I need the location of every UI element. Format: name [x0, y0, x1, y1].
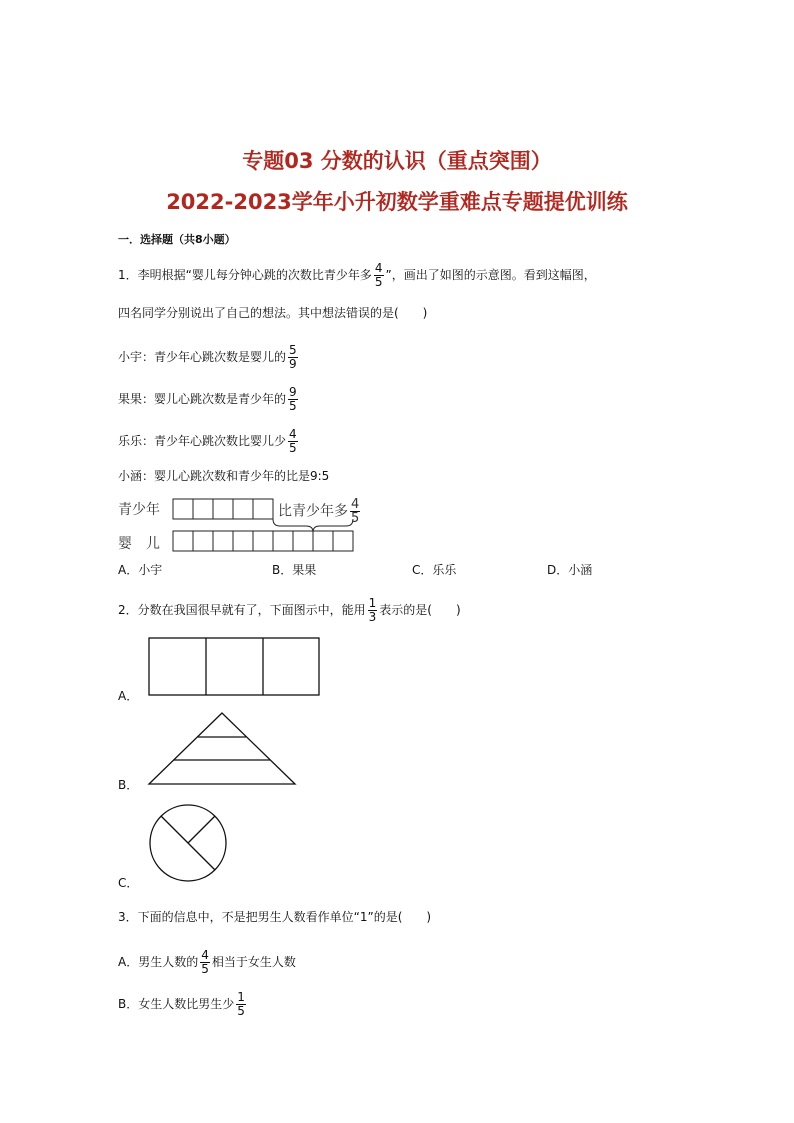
diagram-label-teen: 青少年 [118, 502, 160, 518]
q3-stem: 3．下面的信息中，不是把男生人数看作单位“1”的是( ) [118, 910, 432, 924]
brace-label: 比青少年多 $\frac{4}{5}$ [278, 497, 360, 526]
q3-option-a[interactable]: A．男生人数的 $\frac{4}{5}$ 相当于女生人数 [118, 948, 296, 976]
q1-option-b[interactable]: B．果果 [272, 563, 317, 577]
page-title: 专题03 分数的认识（重点突围） [242, 149, 552, 173]
q1-option-d[interactable]: D．小涵 [547, 563, 593, 577]
q2-option-b[interactable]: B． [118, 778, 139, 792]
q1-stem-line1: 1．李明根据“婴儿每分钟心跳的次数比青少年多 $\frac{4}{5}$ ”，画出了如图的示意图。看到这幅图， [118, 261, 596, 289]
q3-option-b[interactable]: B．女生人数比男生少 $\frac{1}{5}$ [118, 990, 245, 1018]
diagram-label-baby: 婴 儿 [118, 536, 160, 552]
q1-option-a[interactable]: A．小宇 [118, 563, 163, 577]
q1-statement-guoguo: 果果：婴儿心跳次数是青少年的 $\frac{9}{5}$ [118, 385, 297, 413]
q1-fraction: $\frac{4}{5}$ [374, 261, 383, 289]
section-heading: 一．选择题（共8小题） [118, 233, 236, 246]
q1-option-c[interactable]: C．乐乐 [412, 563, 457, 577]
page-subtitle: 2022-2023学年小升初数学重难点专题提优训练 [166, 190, 628, 214]
q1-stem-line2: 四名同学分别说出了自己的想法。其中想法错误的是( ) [118, 306, 428, 320]
q2-option-a[interactable]: A． [118, 689, 139, 703]
q1-statement-xiaohan: 小涵：婴儿心跳次数和青少年的比是9:5 [118, 469, 330, 483]
q1-statement-lele: 乐乐：青少年心跳次数比婴儿少 $\frac{4}{5}$ [118, 427, 297, 455]
q2-stem: 2．分数在我国很早就有了，下面图示中，能用 $\frac{1}{3}$ 表示的是( ) [118, 596, 461, 624]
q1-statement-xiaoyu: 小宇：青少年心跳次数是婴儿的 $\frac{5}{9}$ [118, 343, 297, 371]
q2-option-c[interactable]: C． [118, 876, 139, 890]
triangle-figure [149, 713, 295, 784]
rectangle-figure [149, 638, 319, 695]
